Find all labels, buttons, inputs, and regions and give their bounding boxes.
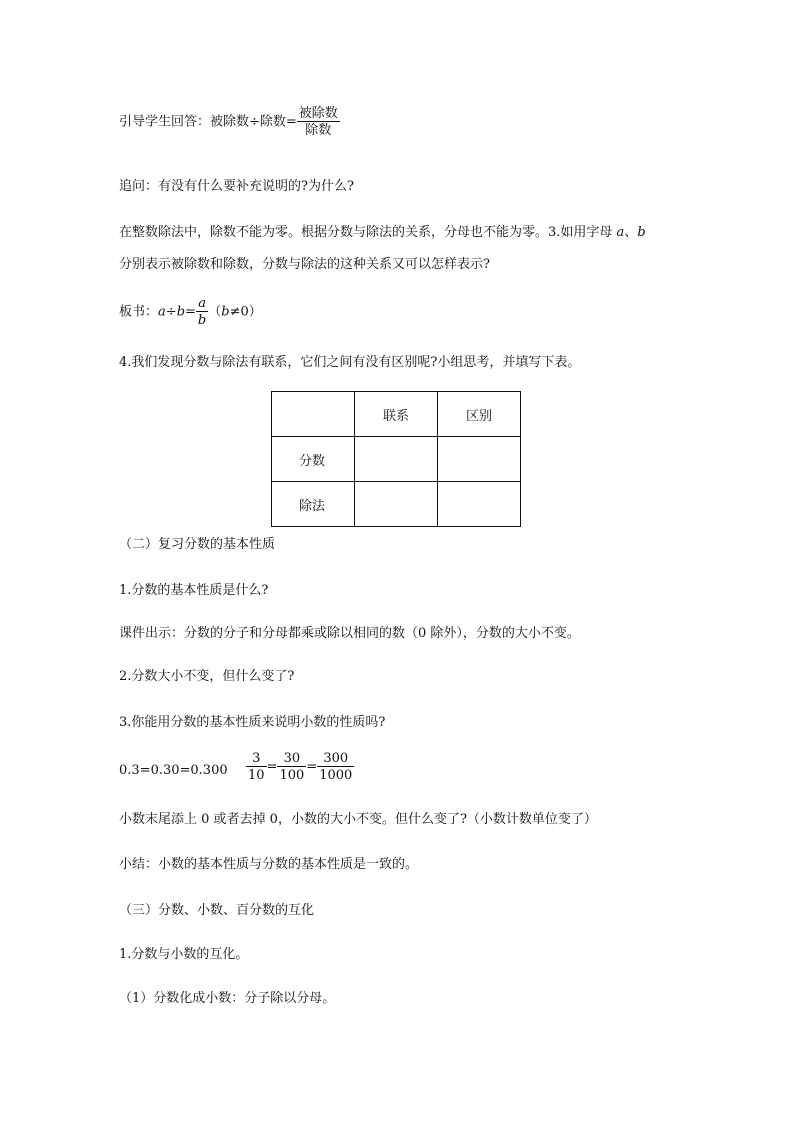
summary: 小结：小数的基本性质与分数的基本性质是一致的。 xyxy=(119,857,419,872)
answer-line xyxy=(119,107,340,137)
item-1a: （1）分数化成小数：分子除以分母。 xyxy=(119,991,336,1006)
table-header-difference: 区别 xyxy=(438,392,521,437)
item-1: 1.分数与小数的互化。 xyxy=(119,947,249,962)
expr-a: a xyxy=(158,304,166,320)
equals-sign: = xyxy=(266,759,278,775)
board-fraction-denominator: b xyxy=(197,313,207,328)
division-explanation-line2: 分别表示被除数和除数，分数与除法的这种关系又可以怎样表示? xyxy=(119,257,490,272)
condition-rest: ≠0） xyxy=(229,304,262,320)
decimal-note: 小数末尾添上 0 或者去掉 0，小数的大小不变。但什么变了?（小数计数单位变了） xyxy=(119,812,597,827)
follow-up-question: 追问：有没有什么要补充说明的?为什么? xyxy=(119,179,354,194)
fraction-numerator: 被除数 xyxy=(298,106,338,121)
table-cell xyxy=(355,437,438,482)
fraction-1-numerator: 3 xyxy=(246,752,267,767)
table-row xyxy=(272,482,521,527)
separator: 、 xyxy=(624,225,638,240)
board-label: 板书： xyxy=(119,304,159,320)
section-heading-3: （三）分数、小数、百分数的互化 xyxy=(119,903,315,918)
fraction-2-numerator: 30 xyxy=(277,752,306,767)
board-formula xyxy=(119,297,262,327)
expr-b: b xyxy=(176,304,186,320)
table-cell xyxy=(438,437,521,482)
question-1: 1.分数的基本性质是什么? xyxy=(119,583,269,598)
board-fraction xyxy=(196,297,208,327)
fraction-denominator: 除数 xyxy=(305,123,332,138)
fraction-3 xyxy=(317,752,354,782)
table-instruction: 4.我们发现分数与除法有联系，它们之间有没有区别呢?小组思考，并填写下表。 xyxy=(119,355,581,370)
question-3: 3.你能用分数的基本性质来说明小数的性质吗? xyxy=(119,715,386,730)
answer-text: 引导学生回答：被除数÷除数= xyxy=(119,114,297,130)
table-row xyxy=(272,437,521,482)
table-row-label: 除法 xyxy=(272,482,355,527)
comparison-table xyxy=(271,391,521,527)
fraction-2-denominator: 100 xyxy=(279,768,305,783)
equals-sign: = xyxy=(306,759,318,775)
table-cell xyxy=(355,482,438,527)
decimal-equation: 0.3=0.30=0.300 xyxy=(119,763,228,778)
divide-sign: ÷ xyxy=(165,304,177,320)
table-row-label: 分数 xyxy=(272,437,355,482)
condition-var: b xyxy=(221,304,230,320)
table-header-relation: 联系 xyxy=(355,392,438,437)
fraction-3-numerator: 300 xyxy=(317,752,354,767)
question-2: 2.分数大小不变，但什么变了? xyxy=(119,669,295,684)
explanation-text: 在整数除法中，除数不能为零。根据分数与除法的关系，分母也不能为零。3.如用字母 xyxy=(119,225,617,240)
fraction-equation xyxy=(246,752,354,782)
section-heading-2: （二）复习分数的基本性质 xyxy=(119,537,276,552)
equals-sign: = xyxy=(185,304,196,320)
fraction-1-denominator: 10 xyxy=(248,768,265,783)
fraction-3-denominator: 1000 xyxy=(319,768,353,783)
table-header-row xyxy=(272,392,521,437)
fraction-2 xyxy=(277,752,306,782)
variable-b: b xyxy=(637,225,646,240)
board-fraction-numerator: a xyxy=(196,297,208,312)
variable-a: a xyxy=(616,225,625,240)
division-explanation-line1 xyxy=(119,226,646,239)
table-corner-cell xyxy=(272,392,355,437)
quotient-fraction xyxy=(297,107,340,137)
courseware-text: 课件出示：分数的分子和分母都乘或除以相同的数（0 除外），分数的大小不变。 xyxy=(119,626,580,641)
table-cell xyxy=(438,482,521,527)
condition-open: （ xyxy=(208,304,222,320)
fraction-1 xyxy=(246,752,267,782)
